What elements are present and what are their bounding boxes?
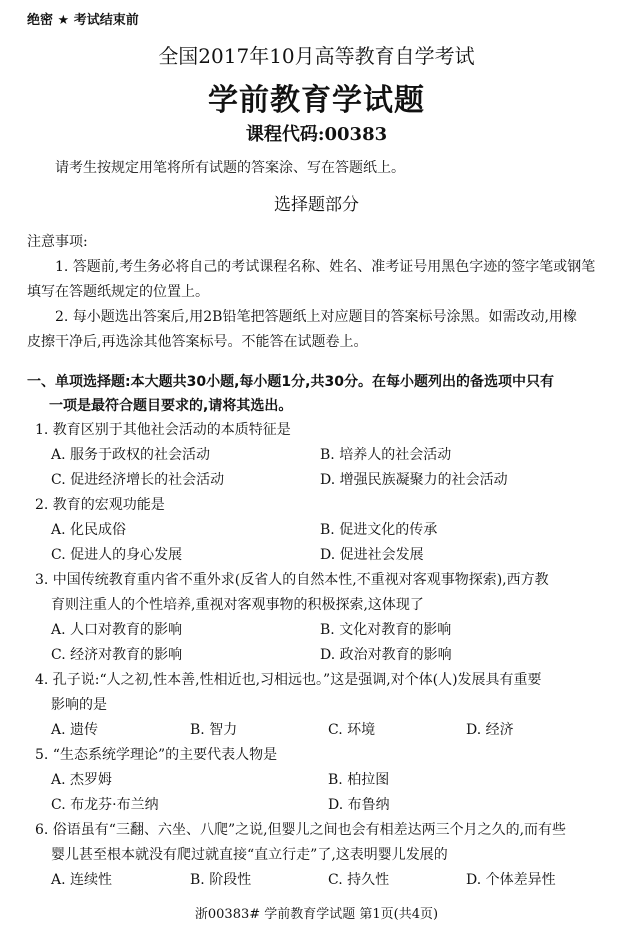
option: B. 促进文化的传承 bbox=[320, 522, 438, 538]
option: A. 杰罗姆 bbox=[51, 772, 113, 788]
note-line: 2. 每小题选出答案后,用2B铅笔把答题纸上对应题目的答案标号涂黑。如需改动,用橡 bbox=[55, 309, 577, 325]
option: B. 阶段性 bbox=[190, 872, 252, 888]
option: A. 服务于政权的社会活动 bbox=[51, 447, 211, 463]
note-line: 1. 答题前,考生务必将自己的考试课程名称、姓名、准考证号用黑色字迹的签字笔或钢笔 bbox=[55, 259, 596, 275]
option: B. 智力 bbox=[190, 722, 238, 738]
exam-title: 全国2017年10月高等教育自学考试 bbox=[158, 44, 475, 68]
part-heading: 一、单项选择题:本大题共30小题,每小题1分,共30分。在每小题列出的备选项中只有 bbox=[27, 374, 554, 390]
answer-instruction: 请考生按规定用笔将所有试题的答案涂、写在答题纸上。 bbox=[55, 160, 405, 176]
option: D. 布鲁纳 bbox=[328, 797, 390, 813]
option: C. 促进人的身心发展 bbox=[51, 547, 183, 563]
option: B. 培养人的社会活动 bbox=[320, 447, 452, 463]
option: D. 增强民族凝聚力的社会活动 bbox=[320, 472, 508, 488]
question-stem: 5. “生态系统学理论”的主要代表人物是 bbox=[35, 747, 278, 763]
page-footer: 浙00383# 学前教育学试题 第1页(共4页) bbox=[194, 907, 439, 922]
subject-title: 学前教育学试题 bbox=[208, 83, 425, 118]
note-line: 皮擦干净后,再选涂其他答案标号。不能答在试题卷上。 bbox=[27, 334, 368, 350]
option: C. 布龙芬·布兰纳 bbox=[51, 797, 159, 813]
question-stem-cont: 育则注重人的个性培养,重视对客观事物的积极探索,这体现了 bbox=[51, 597, 424, 613]
option: B. 文化对教育的影响 bbox=[320, 622, 452, 638]
secret-label: 绝密 ★ 考试结束前 bbox=[27, 13, 139, 28]
question-stem: 1. 教育区别于其他社会活动的本质特征是 bbox=[35, 422, 291, 438]
option: A. 人口对教育的影响 bbox=[51, 622, 183, 638]
option: D. 经济 bbox=[466, 722, 514, 738]
section-title: 选择题部分 bbox=[274, 195, 359, 215]
part-heading-cont: 一项是最符合题目要求的,请将其选出。 bbox=[49, 398, 293, 414]
option: C. 持久性 bbox=[328, 872, 390, 888]
question-stem-cont: 婴儿甚至根本就没有爬过就直接“直立行走”了,这表明婴儿发展的 bbox=[51, 847, 448, 863]
note-line: 填写在答题纸规定的位置上。 bbox=[27, 284, 209, 300]
option: A. 遗传 bbox=[51, 722, 99, 738]
question-stem: 4. 孔子说:“人之初,性本善,性相近也,习相远也。”这是强调,对个体(人)发展具有重要 bbox=[35, 672, 542, 688]
course-code: 课程代码:00383 bbox=[245, 124, 388, 145]
question-stem: 3. 中国传统教育重内省不重外求(反省人的自然本性,不重视对客观事物探索),西方教 bbox=[35, 572, 549, 588]
option: C. 促进经济增长的社会活动 bbox=[51, 472, 225, 488]
option: A. 化民成俗 bbox=[51, 522, 127, 538]
option: A. 连续性 bbox=[51, 872, 113, 888]
option: D. 个体差异性 bbox=[466, 872, 556, 888]
question-stem-cont: 影响的是 bbox=[51, 697, 107, 713]
question-stem: 6. 俗语虽有“三翻、六坐、八爬”之说,但婴儿之间也会有相差达两三个月之久的,而有些 bbox=[35, 822, 567, 838]
option: D. 政治对教育的影响 bbox=[320, 647, 452, 663]
option: D. 促进社会发展 bbox=[320, 547, 424, 563]
notes-heading: 注意事项: bbox=[27, 234, 88, 250]
option: B. 柏拉图 bbox=[328, 772, 390, 788]
option: C. 环境 bbox=[328, 722, 376, 738]
question-stem: 2. 教育的宏观功能是 bbox=[35, 497, 165, 513]
option: C. 经济对教育的影响 bbox=[51, 647, 183, 663]
